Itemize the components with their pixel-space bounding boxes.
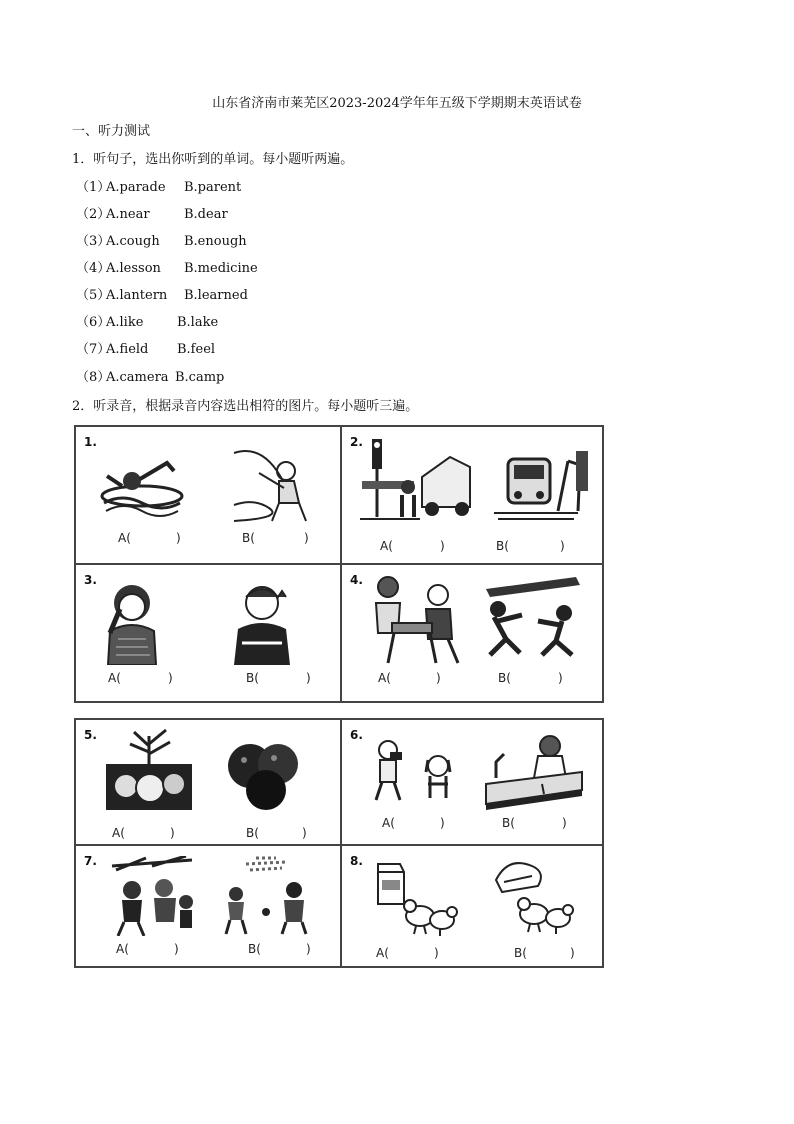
picture-grid-top: [74, 425, 604, 703]
answer-label-b: B(: [514, 946, 527, 960]
option-b: B.dear: [184, 207, 228, 222]
picture-cell-3: [76, 565, 340, 701]
option-b: B.enough: [184, 234, 247, 249]
answer-label-a: A(: [108, 671, 121, 685]
answer-paren-a: ): [168, 671, 173, 685]
item-number: （6）: [76, 315, 111, 330]
list-item: [76, 315, 219, 331]
option-b: B.lake: [177, 315, 219, 330]
answer-paren-a: ): [176, 531, 181, 545]
answer-paren-a: ): [170, 826, 175, 840]
picture-cell-1: [76, 427, 340, 563]
boy-camera-dog-picture-icon: [368, 738, 462, 804]
option-b: B.parent: [184, 180, 242, 195]
answer-paren-b: ): [306, 942, 311, 956]
answer-label-b: B(: [502, 816, 515, 830]
answer-label-a: A(: [116, 942, 129, 956]
option-a: A.cough: [106, 234, 160, 249]
answer-paren-b: ): [570, 946, 575, 960]
item-number: （1）: [76, 180, 111, 195]
train-crossing-picture-icon: [488, 451, 592, 523]
children-playing-picture-icon: [216, 856, 316, 936]
answer-paren-b: ): [558, 671, 563, 685]
option-b: B.learned: [184, 288, 248, 303]
answer-label-b: B(: [248, 942, 261, 956]
answer-paren-a: ): [440, 539, 445, 553]
list-item: [76, 261, 258, 277]
tomatoes-picture-icon: [224, 736, 304, 812]
answer-label-a: A(: [376, 946, 389, 960]
cell-number: 8.: [350, 854, 363, 868]
list-item: [76, 288, 248, 304]
girl-drawing-picture-icon: [482, 732, 586, 810]
picture-cell-5: [76, 720, 340, 844]
girl-headache-picture-icon: [96, 579, 166, 665]
item-number: （4）: [76, 261, 111, 276]
fishing-picture-icon: [224, 443, 320, 525]
list-item: [76, 180, 242, 196]
question-2-instruction: 2．听录音，根据录音内容选出相符的图片。每小题听三遍。: [72, 399, 419, 414]
playing-chess-picture-icon: [358, 573, 468, 665]
list-item: [76, 207, 228, 223]
traffic-light-car-picture-icon: [360, 437, 474, 523]
picture-grid-bottom: [74, 718, 604, 968]
cell-number: 7.: [84, 854, 97, 868]
answer-label-a: A(: [378, 671, 391, 685]
potatoes-picture-icon: [104, 726, 194, 812]
cell-number: 1.: [84, 435, 97, 449]
answer-paren-a: ): [436, 671, 441, 685]
list-item: [76, 234, 247, 250]
answer-paren-b: ): [562, 816, 567, 830]
answer-paren-a: ): [440, 816, 445, 830]
answer-paren-b: ): [302, 826, 307, 840]
answer-label-a: A(: [118, 531, 131, 545]
item-number: （2）: [76, 207, 111, 222]
cell-number: 3.: [84, 573, 97, 587]
picture-cell-8: [342, 846, 602, 966]
list-item: [76, 370, 225, 386]
option-a: A.field: [106, 342, 149, 357]
option-b: B.camp: [175, 370, 225, 385]
option-b: B.feel: [177, 342, 216, 357]
picture-cell-7: [76, 846, 340, 966]
option-a: A.lantern: [106, 288, 168, 303]
answer-label-a: A(: [112, 826, 125, 840]
item-number: （7）: [76, 342, 111, 357]
option-a: A.lesson: [106, 261, 161, 276]
answer-paren-b: ): [306, 671, 311, 685]
picture-cell-2: [342, 427, 602, 563]
answer-label-b: B(: [498, 671, 511, 685]
answer-label-a: A(: [382, 816, 395, 830]
question-1-instruction: 1．听句子，选出你听到的单词。每小题听两遍。: [72, 152, 354, 167]
option-a: A.near: [106, 207, 150, 222]
item-number: （3）: [76, 234, 111, 249]
page-title: 山东省济南市莱芜区2023-2024学年年五级下学期期末英语试卷: [212, 96, 582, 111]
option-a: A.parade: [106, 180, 166, 195]
milk-carton-chickens-picture-icon: [370, 854, 460, 936]
answer-paren-b: ): [560, 539, 565, 553]
picture-cell-6: [342, 720, 602, 844]
option-a: A.like: [106, 315, 144, 330]
answer-paren-a: ): [434, 946, 439, 960]
picture-cell-4: [342, 565, 602, 701]
swimming-picture-icon: [92, 441, 192, 521]
answer-label-b: B(: [496, 539, 509, 553]
answer-paren-b: ): [304, 531, 309, 545]
kung-fu-picture-icon: [476, 569, 588, 659]
item-number: （5）: [76, 288, 111, 303]
option-b: B.medicine: [184, 261, 258, 276]
cell-number: 5.: [84, 728, 97, 742]
option-a: A.camera: [106, 370, 169, 385]
item-number: （8）: [76, 370, 111, 385]
answer-label-b: B(: [246, 826, 259, 840]
cell-number: 2.: [350, 435, 363, 449]
answer-label-a: A(: [380, 539, 393, 553]
girl-arms-crossed-picture-icon: [226, 577, 296, 665]
children-under-tree-picture-icon: [106, 856, 198, 936]
section-heading-listening: 一、听力测试: [72, 124, 151, 139]
bread-chickens-picture-icon: [488, 852, 578, 936]
list-item: [76, 342, 216, 358]
answer-label-b: B(: [242, 531, 255, 545]
answer-label-b: B(: [246, 671, 259, 685]
answer-paren-a: ): [174, 942, 179, 956]
cell-number: 4.: [350, 573, 363, 587]
cell-number: 6.: [350, 728, 363, 742]
